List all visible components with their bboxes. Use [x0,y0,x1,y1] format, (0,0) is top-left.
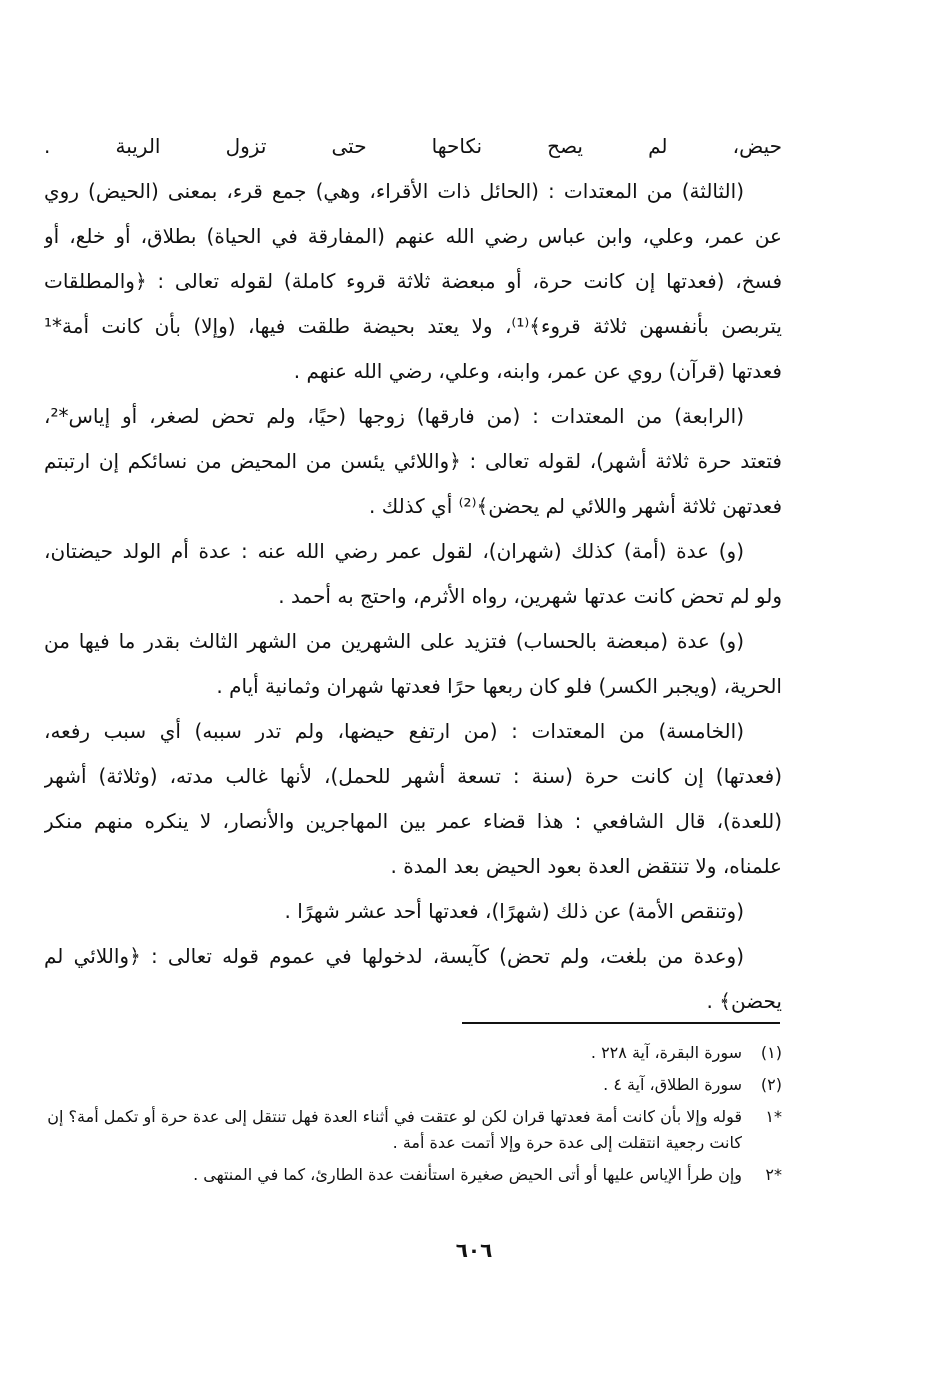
page-number: ٦٠٦ [455,1238,493,1262]
footnote-separator [462,1022,780,1024]
footnote-text: سورة البقرة، آية ٢٢٨ . [590,1043,742,1062]
text-line: يحضن﴾ . [706,989,782,1013]
footnote [30,1072,782,1098]
text-line: (فعدتها) إن كانت حرة (سنة : تسعة أشهر للحمل)، لأنها غالب مدته، (وثلاثة) أشهر [44,764,782,788]
text-line: علمناه، ولا تنتقض العدة بعود الحيض بعد المدة . [390,854,782,878]
main-text [44,124,782,1024]
text-line: فتعتد حرة ثلاثة أشهر)، لقوله تعالى : ﴿واللائي يئسن من المحيض من نسائكم إن ارتبتم [44,449,782,473]
text-line: (و) عدة (أمة) كذلك (شهران)، لقول عمر رضي الله عنه : عدة أم الولد حيضتان، [44,539,744,563]
text-line: فسخ، (فعدتها إن كانت حرة، أو مبعضة ثلاثة قروء كاملة) لقوله تعالى : ﴿والمطلقات [44,269,782,293]
text-line: الحرية، (ويجبر الكسر) فلو كان ربعها حرًا فعدتها شهران وثمانية أيام . [216,674,782,698]
text-line: (وتنقص الأمة) عن ذلك (شهرًا)، فعدتها أحد عشر شهرًا . [284,899,744,923]
footnote-text: وإن طرأ الإياس عليها أو أتى الحيض صغيرة استأنفت عدة الطارئ، كما في المنتهى . [193,1165,742,1184]
text-line: يتربصن بأنفسهن ثلاثة قروء﴾⁽¹⁾، ولا يعتد بحيضة طلقت فيها، (وإلا) بأن كانت أمة*¹ [44,314,782,338]
footnote-number: *١ [765,1107,782,1126]
text-line: (للعدة)، قال الشافعي : هذا قضاء عمر بين المهاجرين والأنصار، لا ينكره منهم منكر [44,809,782,833]
footnote-number: (٢) [760,1075,782,1094]
text-line: عن عمر، وعلي، وابن عباس رضي الله عنهم (المفارقة في الحياة) بطلاق، أو خلع، أو [44,224,782,248]
footnote-number: *٢ [765,1165,782,1184]
footnote [30,1162,782,1188]
text-line: (و) عدة (مبعضة بالحساب) فتزيد على الشهرين من الشهر الثالث بقدر ما فيها من [44,629,744,653]
text-line: ولو لم تحض كانت عدتها شهرين، رواه الأثرم، واحتج به أحمد . [278,584,782,608]
text-line: (الخامسة) من المعتدات : (من ارتفع حيضها، ولم تدر سببه) أي سبب رفعه، [44,719,744,743]
footnote-number: (١) [760,1043,782,1062]
footnotes [30,1040,782,1194]
footnote [30,1104,782,1156]
footnote-text: قوله وإلا بأن كانت أمة فعدتها قران لكن لو عتقت في أثناء العدة فهل تنتقل إلى عدة حرة أو تكمل أمة؟ إن كانت رجعية انتقلت إلى عدة حرة وإلا أتمت عدة أمة . [47,1107,742,1152]
text-line: (الثالثة) من المعتدات : (الحائل ذات الأقراء، وهي) جمع قرء، بمعنى (الحيض) روي [44,179,744,203]
footnote-text: سورة الطلاق، آية ٤ . [603,1075,742,1094]
text-line: (الرابعة) من المعتدات : (من فارقها) زوجها (حيًا، ولم تحض لصغر، أو إياس*²، [44,404,744,428]
text-line: (وعدة من بلغت، ولم تحض) كآيسة، لدخولها في عموم قوله تعالى : ﴿واللائي لم [44,944,744,968]
text-line: حيض، لم يصح نكاحها حتى تزول الريبة . [44,134,782,158]
text-line: فعدتها (قرآن) روي عن عمر، وابنه، وعلي، رضي الله عنهم . [293,359,782,383]
text-line: فعدتهن ثلاثة أشهر واللائي لم يحضن﴾⁽²⁾ أي كذلك . [369,494,782,518]
footnote [30,1040,782,1066]
